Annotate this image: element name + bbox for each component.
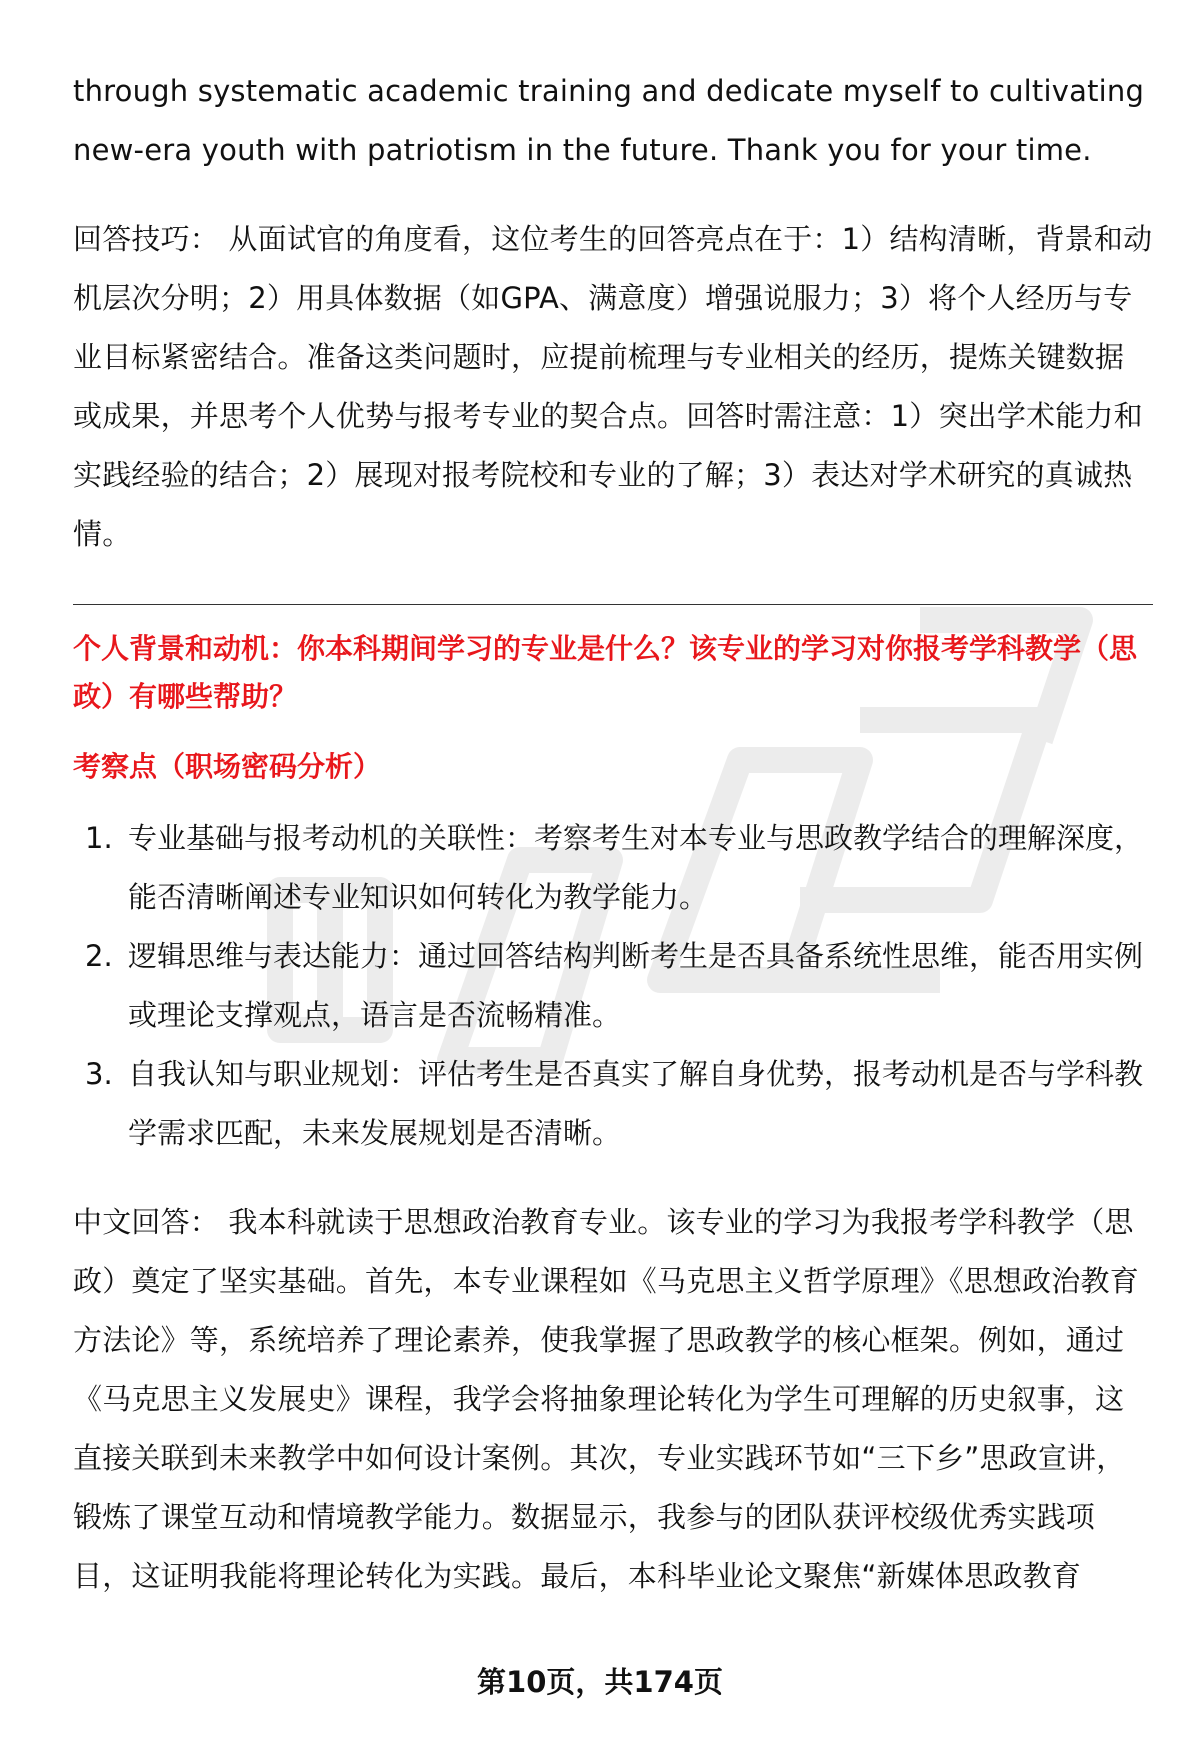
- list-item: [73, 809, 1153, 927]
- list-item-number: 1.: [85, 821, 113, 855]
- focus-heading: 考察点（职场密码分析）: [73, 750, 382, 783]
- focus-points-list: [73, 809, 1153, 1163]
- page-content: [73, 62, 1153, 1606]
- list-item-text: 逻辑思维与表达能力：通过回答结构判断考生是否具备系统性思维，能否用实例或理论支撑观点，语言是否流畅精准。: [128, 939, 1144, 1032]
- list-item-text: 自我认知与职业规划：评估考生是否真实了解自身优势，报考动机是否与学科教学需求匹配，未来发展规划是否清晰。: [128, 1057, 1144, 1150]
- list-item-number: 3.: [85, 1057, 113, 1091]
- chinese-answer-paragraph: 中文回答： 我本科就读于思想政治教育专业。该专业的学习为我报考学科教学（思政）奠定了坚实基础。首先，本专业课程如《马克思主义哲学原理》《思想政治教育方法论》等，系统培养了理论素养，使我掌握了思政教学的核心框架。例如，通过《马克思主义发展史》课程，我学会将抽象理论转化为学生可理解的历史叙事，这直接关联到未来教学中如何设计案例。其次，专业实践环节如“三下乡”思政宣讲，锻炼了课堂互动和情境教学能力。数据显示，我参与的团队获评校级优秀实践项目，这证明我能将理论转化为实践。最后，本科毕业论文聚焦“新媒体思政教育: [73, 1205, 1139, 1593]
- list-item-number: 2.: [85, 939, 113, 973]
- list-item-text: 专业基础与报考动机的关联性：考察考生对本专业与思政教学结合的理解深度，能否清晰阐述专业知识如何转化为教学能力。: [128, 821, 1144, 914]
- section-divider: [73, 604, 1153, 605]
- list-item: [73, 927, 1153, 1045]
- answer-tips-paragraph: 回答技巧： 从面试官的角度看，这位考生的回答亮点在于：1）结构清晰，背景和动机层次分明；2）用具体数据（如GPA、满意度）增强说服力；3）将个人经历与专业目标紧密结合。准备这类问题时，应提前梳理与专业相关的经历，提炼关键数据或成果，并思考个人优势与报考专业的契合点。回答时需注意：1）突出学术能力和实践经验的结合；2）展现对报考院校和专业的了解；3）表达对学术研究的真诚热情。: [73, 222, 1153, 551]
- english-line-1: through systematic academic training and dedicate myself to cultivating: [73, 74, 1145, 108]
- question-title: 个人背景和动机：你本科期间学习的专业是什么？该专业的学习对你报考学科教学（思政）有哪些帮助？: [73, 632, 1138, 713]
- page-number: 第10页，共174页: [477, 1665, 723, 1699]
- list-item: [73, 1045, 1153, 1163]
- english-line-2: new-era youth with patriotism in the future. Thank you for your time.: [73, 133, 1092, 167]
